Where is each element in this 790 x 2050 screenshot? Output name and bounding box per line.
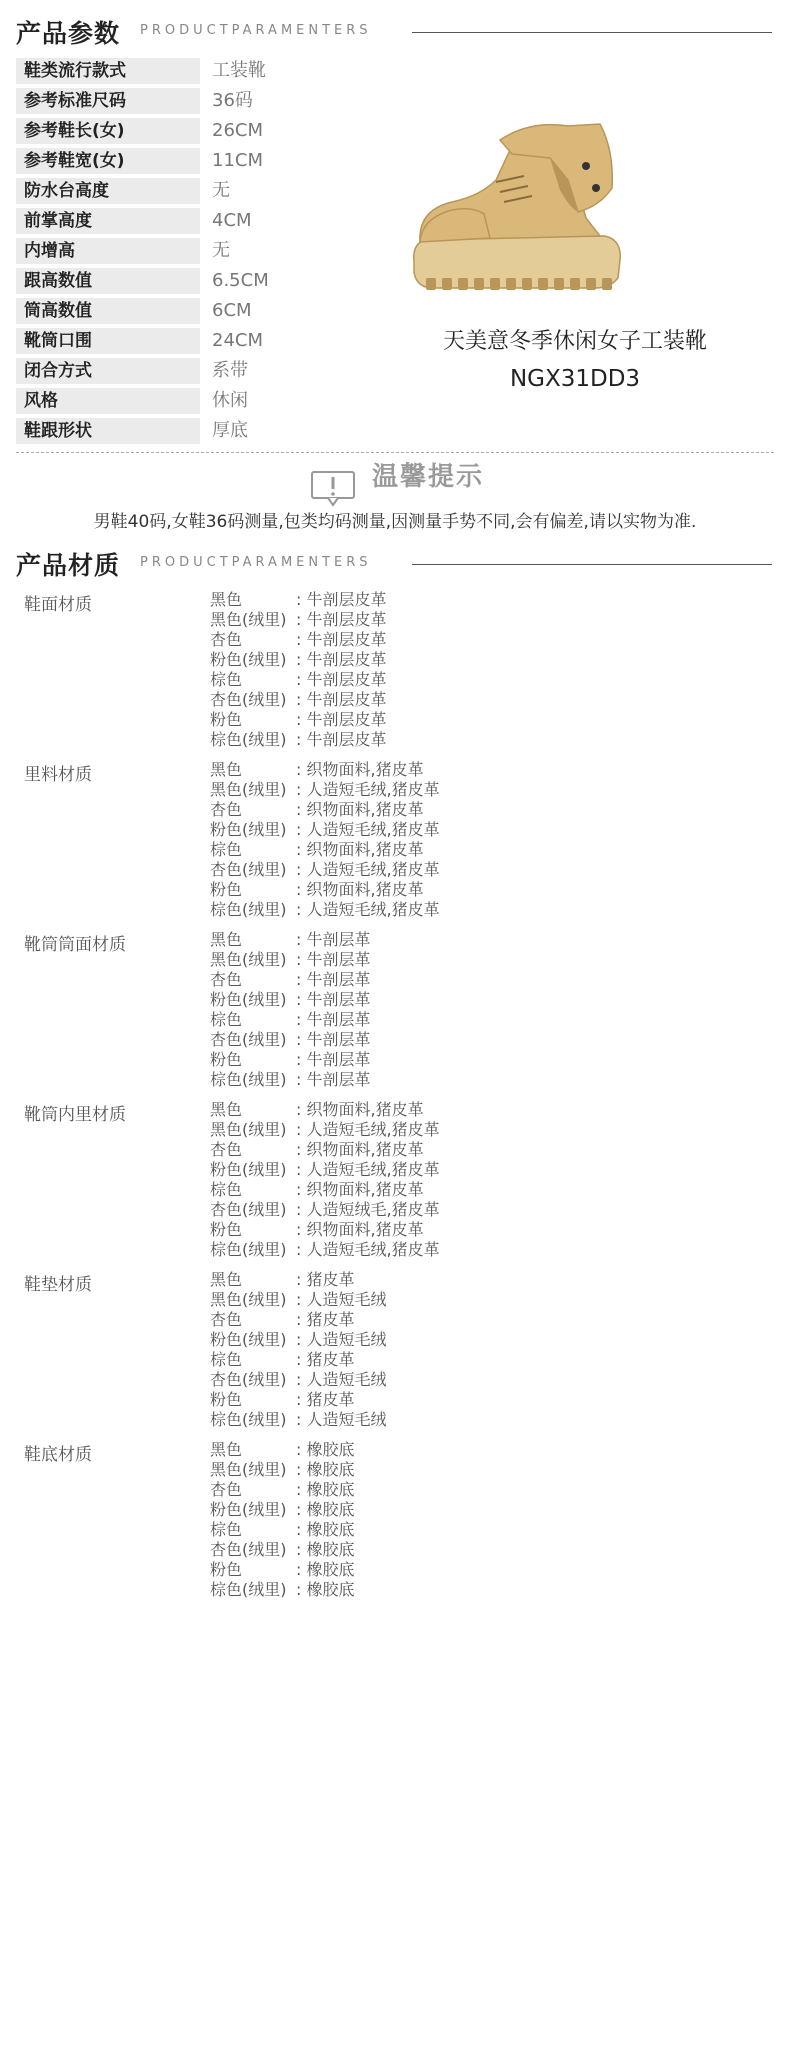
- material-value: : 橡胶底: [296, 1480, 355, 1499]
- material-item: [210, 1290, 386, 1310]
- material-item: [210, 1140, 440, 1160]
- product-code: NGX31DD3: [509, 366, 641, 392]
- param-value: 工装靴: [212, 60, 266, 81]
- material-color: 杏色(绒里): [210, 860, 287, 879]
- material-value: : 织物面料,猪皮革: [296, 760, 424, 779]
- material-item: [210, 1580, 354, 1600]
- material-value: : 牛剖层皮革: [296, 590, 387, 609]
- materials-section-header: [0, 540, 790, 580]
- material-value: : 牛剖层革: [296, 950, 371, 969]
- params-section-header: [0, 8, 790, 48]
- tip-title: 温馨提示: [372, 462, 485, 492]
- material-color: 黑色: [210, 930, 243, 949]
- material-color: 粉色(绒里): [210, 1330, 287, 1349]
- material-color: 杏色(绒里): [210, 1030, 287, 1049]
- material-item: [210, 970, 370, 990]
- material-color: 黑色: [210, 760, 243, 779]
- material-item: [210, 1330, 386, 1350]
- material-color: 粉色(绒里): [210, 1160, 287, 1179]
- material-color: 黑色(绒里): [210, 1460, 287, 1479]
- material-items: [210, 760, 440, 920]
- param-row: [16, 268, 376, 298]
- tip-text: 男鞋40码,女鞋36码测量,包类均码测量,因测量手势不同,会有偏差,请以实物为准.: [93, 512, 697, 532]
- param-row: [16, 238, 376, 268]
- material-item: [210, 1220, 440, 1240]
- material-value: : 橡胶底: [296, 1540, 355, 1559]
- material-value: : 牛剖层皮革: [296, 670, 387, 689]
- divider-line: [412, 564, 772, 565]
- material-item: [210, 1460, 354, 1480]
- material-color: 粉色(绒里): [210, 1500, 287, 1519]
- material-value: : 人造短毛绒: [296, 1330, 387, 1349]
- material-value: : 橡胶底: [296, 1560, 355, 1579]
- material-item: [210, 880, 440, 900]
- material-label: 靴筒内里材质: [24, 1105, 126, 1125]
- material-color: 杏色: [210, 1480, 243, 1499]
- notice-icon: [310, 468, 356, 508]
- param-row: [16, 208, 376, 238]
- material-item: [210, 1030, 370, 1050]
- material-value: : 橡胶底: [296, 1580, 355, 1599]
- material-color: 黑色: [210, 1100, 243, 1119]
- material-item: [210, 1120, 440, 1140]
- material-value: : 牛剖层皮革: [296, 710, 387, 729]
- material-color: 杏色(绒里): [210, 1200, 287, 1219]
- material-color: 粉色(绒里): [210, 650, 287, 669]
- param-value: 无: [212, 240, 230, 261]
- material-item: [210, 1100, 440, 1120]
- material-color: 粉色(绒里): [210, 990, 287, 1009]
- param-key: 鞋类流行款式: [16, 58, 200, 84]
- material-item: [210, 950, 370, 970]
- material-item: [210, 1350, 386, 1370]
- material-item: [210, 1310, 386, 1330]
- param-value: 厚底: [212, 420, 248, 441]
- material-label: 鞋面材质: [24, 595, 92, 615]
- material-value: : 橡胶底: [296, 1500, 355, 1519]
- material-value: : 牛剖层皮革: [296, 610, 387, 629]
- material-label: 鞋底材质: [24, 1445, 92, 1465]
- param-value: 系带: [212, 360, 248, 381]
- material-item: [210, 650, 386, 670]
- material-color: 棕色(绒里): [210, 1240, 287, 1259]
- material-item: [210, 1410, 386, 1430]
- material-color: 棕色: [210, 1520, 243, 1539]
- material-item: [210, 670, 386, 690]
- material-value: : 牛剖层皮革: [296, 690, 387, 709]
- material-item: [210, 1560, 354, 1580]
- material-item: [210, 760, 440, 780]
- param-row: [16, 388, 376, 418]
- material-value: : 猪皮革: [296, 1310, 355, 1329]
- material-color: 黑色: [210, 590, 243, 609]
- param-value: 6CM: [212, 300, 252, 321]
- material-color: 黑色(绒里): [210, 950, 287, 969]
- material-color: 粉色(绒里): [210, 820, 287, 839]
- material-item: [210, 1480, 354, 1500]
- material-items: [210, 590, 386, 750]
- material-color: 粉色: [210, 710, 243, 729]
- material-value: : 牛剖层革: [296, 1070, 371, 1089]
- param-value: 11CM: [212, 150, 264, 171]
- material-item: [210, 630, 386, 650]
- material-color: 黑色: [210, 1440, 243, 1459]
- param-key: 参考标准尺码: [16, 88, 200, 114]
- material-label: 里料材质: [24, 765, 92, 785]
- param-row: [16, 58, 376, 88]
- material-items: [210, 1440, 354, 1600]
- material-color: 杏色: [210, 970, 243, 989]
- material-value: : 人造短毛绒: [296, 1370, 387, 1389]
- material-color: 棕色(绒里): [210, 1070, 287, 1089]
- material-color: 棕色(绒里): [210, 900, 287, 919]
- material-value: : 牛剖层革: [296, 970, 371, 989]
- material-item: [210, 1200, 440, 1220]
- material-item: [210, 990, 370, 1010]
- params-section-subtitle: PRODUCTPARAMENTERS: [140, 23, 372, 38]
- material-value: : 牛剖层革: [296, 1050, 371, 1069]
- material-item: [210, 860, 440, 880]
- dashed-divider: [16, 452, 774, 453]
- param-value: 无: [212, 180, 230, 201]
- param-key: 跟高数值: [16, 268, 200, 294]
- param-key: 筒高数值: [16, 298, 200, 324]
- material-value: : 牛剖层革: [296, 1030, 371, 1049]
- param-key: 闭合方式: [16, 358, 200, 384]
- material-value: : 人造短毛绒,猪皮革: [296, 1240, 440, 1259]
- material-color: 棕色(绒里): [210, 1580, 287, 1599]
- material-value: : 牛剖层革: [296, 930, 371, 949]
- material-color: 棕色(绒里): [210, 1410, 287, 1429]
- param-value: 休闲: [212, 390, 248, 411]
- material-color: 黑色: [210, 1270, 243, 1289]
- material-value: : 牛剖层革: [296, 990, 371, 1009]
- material-value: : 人造短毛绒,猪皮革: [296, 860, 440, 879]
- material-value: : 人造短毛绒,猪皮革: [296, 1160, 440, 1179]
- product-name: 天美意冬季休闲女子工装靴: [442, 329, 707, 354]
- material-item: [210, 900, 440, 920]
- material-color: 杏色(绒里): [210, 690, 287, 709]
- material-item: [210, 1440, 354, 1460]
- material-value: : 橡胶底: [296, 1520, 355, 1539]
- material-item: [210, 1240, 440, 1260]
- material-color: 杏色: [210, 1140, 243, 1159]
- param-value: 4CM: [212, 210, 252, 231]
- param-key: 参考鞋长(女): [16, 118, 200, 144]
- material-item: [210, 1160, 440, 1180]
- material-value: : 橡胶底: [296, 1440, 355, 1459]
- material-value: : 人造短毛绒,猪皮革: [296, 820, 440, 839]
- material-items: [210, 1100, 440, 1260]
- material-item: [210, 610, 386, 630]
- param-row: [16, 118, 376, 148]
- material-item: [210, 800, 440, 820]
- material-items: [210, 930, 370, 1090]
- material-value: : 织物面料,猪皮革: [296, 880, 424, 899]
- material-item: [210, 1070, 370, 1090]
- material-value: : 人造短毛绒,猪皮革: [296, 900, 440, 919]
- param-key: 前掌高度: [16, 208, 200, 234]
- material-item: [210, 590, 386, 610]
- material-value: : 人造短毛绒,猪皮革: [296, 1120, 440, 1139]
- material-color: 杏色(绒里): [210, 1540, 287, 1559]
- materials-section-title: 产品材质: [16, 551, 121, 580]
- material-value: : 织物面料,猪皮革: [296, 1100, 424, 1119]
- material-color: 杏色(绒里): [210, 1370, 287, 1389]
- param-row: [16, 358, 376, 388]
- param-row: [16, 88, 376, 118]
- material-color: 棕色(绒里): [210, 730, 287, 749]
- param-value: 24CM: [212, 330, 264, 351]
- param-key: 风格: [16, 388, 200, 414]
- material-color: 棕色: [210, 1010, 243, 1029]
- material-color: 粉色: [210, 880, 243, 899]
- material-value: : 织物面料,猪皮革: [296, 1180, 424, 1199]
- material-color: 粉色: [210, 1390, 243, 1409]
- material-item: [210, 820, 440, 840]
- material-color: 黑色(绒里): [210, 780, 287, 799]
- param-row: [16, 328, 376, 358]
- material-color: 棕色: [210, 1350, 243, 1369]
- materials-section-subtitle: PRODUCTPARAMENTERS: [140, 555, 372, 570]
- material-item: [210, 1370, 386, 1390]
- material-label: 靴筒筒面材质: [24, 935, 126, 955]
- material-color: 杏色: [210, 1310, 243, 1329]
- param-row: [16, 178, 376, 208]
- material-item: [210, 780, 440, 800]
- material-color: 棕色: [210, 1180, 243, 1199]
- param-value: 36码: [212, 90, 253, 111]
- param-key: 内增高: [16, 238, 200, 264]
- params-section-title: 产品参数: [16, 19, 121, 48]
- material-value: : 织物面料,猪皮革: [296, 840, 424, 859]
- param-key: 防水台高度: [16, 178, 200, 204]
- params-table: [16, 58, 376, 448]
- material-color: 杏色: [210, 630, 243, 649]
- material-value: : 猪皮革: [296, 1270, 355, 1289]
- material-item: [210, 1500, 354, 1520]
- material-item: [210, 1010, 370, 1030]
- material-color: 黑色(绒里): [210, 610, 287, 629]
- material-color: 黑色(绒里): [210, 1120, 287, 1139]
- param-key: 靴筒口围: [16, 328, 200, 354]
- material-color: 棕色: [210, 840, 243, 859]
- param-key: 参考鞋宽(女): [16, 148, 200, 174]
- material-value: : 牛剖层革: [296, 1010, 371, 1029]
- material-item: [210, 1520, 354, 1540]
- material-value: : 织物面料,猪皮革: [296, 800, 424, 819]
- material-item: [210, 710, 386, 730]
- material-value: : 织物面料,猪皮革: [296, 1140, 424, 1159]
- material-item: [210, 1180, 440, 1200]
- material-item: [210, 690, 386, 710]
- product-image: [400, 110, 630, 300]
- material-items: [210, 1270, 386, 1430]
- material-value: : 牛剖层皮革: [296, 630, 387, 649]
- param-row: [16, 418, 376, 448]
- material-color: 粉色: [210, 1050, 243, 1069]
- param-row: [16, 148, 376, 178]
- param-row: [16, 298, 376, 328]
- param-value: 6.5CM: [212, 270, 269, 291]
- material-value: : 猪皮革: [296, 1390, 355, 1409]
- material-item: [210, 1540, 354, 1560]
- material-value: : 人造短绒毛,猪皮革: [296, 1200, 440, 1219]
- material-value: : 人造短毛绒: [296, 1410, 387, 1429]
- material-color: 粉色: [210, 1220, 243, 1239]
- param-key: 鞋跟形状: [16, 418, 200, 444]
- material-item: [210, 1050, 370, 1070]
- material-label: 鞋垫材质: [24, 1275, 92, 1295]
- divider-line: [412, 32, 772, 33]
- material-item: [210, 730, 386, 750]
- material-value: : 牛剖层皮革: [296, 650, 387, 669]
- param-value: 26CM: [212, 120, 264, 141]
- material-color: 杏色: [210, 800, 243, 819]
- material-value: : 人造短毛绒,猪皮革: [296, 780, 440, 799]
- material-item: [210, 930, 370, 950]
- material-item: [210, 840, 440, 860]
- material-value: : 猪皮革: [296, 1350, 355, 1369]
- material-value: : 织物面料,猪皮革: [296, 1220, 424, 1239]
- material-color: 粉色: [210, 1560, 243, 1579]
- material-value: : 人造短毛绒: [296, 1290, 387, 1309]
- material-item: [210, 1390, 386, 1410]
- material-color: 棕色: [210, 670, 243, 689]
- material-value: : 牛剖层皮革: [296, 730, 387, 749]
- material-item: [210, 1270, 386, 1290]
- material-value: : 橡胶底: [296, 1460, 355, 1479]
- material-color: 黑色(绒里): [210, 1290, 287, 1309]
